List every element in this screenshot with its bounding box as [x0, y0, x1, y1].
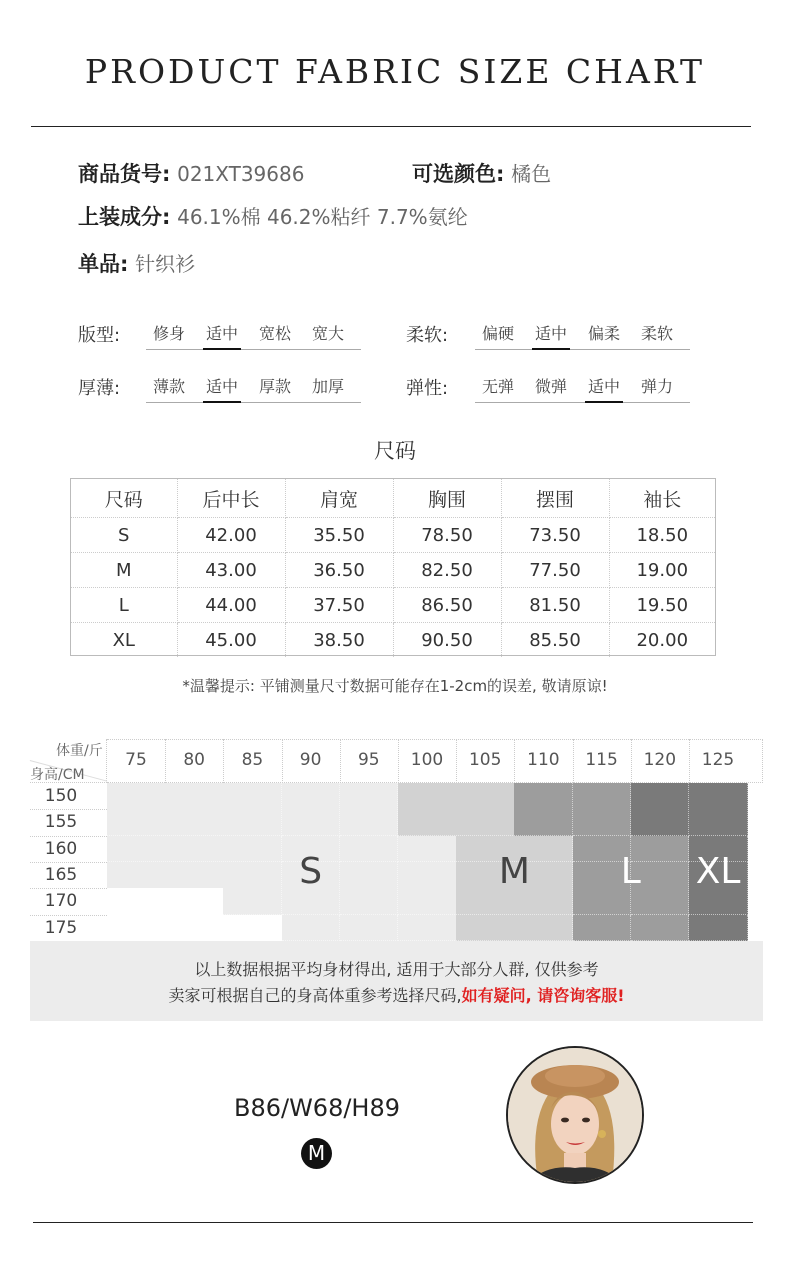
size-zone-cell: [573, 783, 632, 810]
weight-label: 110: [527, 750, 560, 770]
weight-header-divider: [398, 739, 399, 783]
weight-label: 90: [299, 750, 322, 770]
fit-option: 宽大: [311, 324, 344, 343]
size-table-row: [71, 623, 715, 658]
fit-selected-marker: [203, 348, 241, 350]
elasticity-option: 微弹: [534, 377, 567, 396]
size-table-cell: 77.50: [501, 553, 609, 588]
model-measurements: B86/W68/H89: [233, 1094, 401, 1122]
size-zone-cell: [107, 809, 166, 836]
sku-label: 商品货号:: [78, 162, 171, 186]
message-box: [30, 941, 763, 1021]
size-table-cell: 45.00: [177, 623, 285, 658]
height-label: 175: [44, 917, 78, 938]
size-zone-cell: [165, 888, 224, 915]
size-table-cell: XL: [71, 623, 177, 658]
size-table-cell: 44.00: [177, 588, 285, 623]
size-table-cell: 86.50: [393, 588, 501, 623]
message-line-1: 以上数据根据平均身材得出, 适用于大部分人群, 仅供参考: [194, 960, 599, 979]
size-zone-cell: [398, 888, 457, 915]
thickness-option: 适中: [205, 377, 238, 396]
size-zone-cell: [340, 783, 399, 810]
size-zone-cell: [514, 915, 573, 942]
size-table-header-cell: 后中长: [177, 479, 285, 518]
size-zone-cell: [689, 809, 748, 836]
size-table-cell: 43.00: [177, 553, 285, 588]
size-table-row: [71, 553, 715, 588]
size-zone-cell: [398, 783, 457, 810]
elasticity-option: 无弹: [481, 377, 514, 396]
weight-header-divider: [456, 739, 457, 783]
softness-option: 柔软: [640, 324, 673, 343]
size-zone-cell: [340, 809, 399, 836]
item-row: [78, 248, 195, 278]
size-table-cell: M: [71, 553, 177, 588]
fabric-value: 46.1%棉 46.2%粘纤 7.7%氨纶: [177, 205, 468, 229]
thickness-label: 厚薄:: [78, 378, 121, 399]
weight-header-divider: [514, 739, 515, 783]
color-value: 橘色: [511, 162, 552, 186]
size-table-cell: 19.00: [609, 553, 715, 588]
weight-label: 100: [410, 750, 444, 770]
weight-header-divider: [340, 739, 341, 783]
message-line-2: [30, 983, 763, 1006]
size-table-cell: 81.50: [501, 588, 609, 623]
weight-header-divider: [689, 739, 690, 783]
size-table-cell: 38.50: [285, 623, 393, 658]
size-zone-cell: [631, 915, 690, 942]
size-table-cell: 19.50: [609, 588, 715, 623]
sku-row: [78, 158, 304, 188]
size-table-row: [71, 588, 715, 623]
size-table-cell: 20.00: [636, 629, 689, 651]
weight-header-divider: [165, 739, 166, 783]
size-zone-label-m: M: [498, 851, 530, 893]
height-label: 155: [44, 812, 78, 833]
weight-axis-label: 体重/斤: [56, 743, 103, 759]
size-table-cell: S: [71, 518, 177, 553]
fabric-label: 上装成分:: [78, 205, 171, 229]
title-divider: [31, 126, 751, 127]
height-label: 165: [44, 864, 78, 885]
size-zone-cell: [107, 836, 166, 863]
size-zone-label-xl: XL: [695, 851, 741, 893]
softness-label: 柔软:: [406, 325, 449, 346]
size-zone-cell: [631, 809, 690, 836]
weight-header-divider: [223, 739, 224, 783]
size-zone-cell: [165, 809, 224, 836]
size-table-cell: 18.50: [609, 518, 715, 553]
thickness-selected-marker: [203, 401, 241, 403]
model-portrait-illustration: [508, 1048, 642, 1182]
size-zone-cell: [165, 915, 224, 942]
size-zone-cell: [107, 915, 166, 942]
thickness-option: 加厚: [311, 377, 344, 396]
sku-value: 021XT39686: [177, 162, 305, 186]
size-zone-cell: [282, 809, 341, 836]
height-label-divider: [30, 888, 107, 889]
elasticity-option: 适中: [587, 377, 620, 396]
fit-option: 修身: [152, 324, 185, 343]
elasticity-selected-marker: [585, 401, 623, 403]
size-zone-cell: [223, 809, 282, 836]
size-zone-cell: [223, 783, 282, 810]
fit-option: 宽松: [258, 324, 291, 343]
softness-baseline: [475, 349, 690, 350]
size-table-row: [71, 518, 715, 553]
height-label-divider: [30, 862, 107, 863]
size-table-cell: 42.00: [177, 518, 285, 553]
color-row: [412, 158, 551, 188]
size-zone-cell: [107, 862, 166, 889]
size-zone-cell: [165, 836, 224, 863]
size-zone-cell: [573, 915, 632, 942]
size-zone-cell: [514, 809, 573, 836]
weight-label: 95: [357, 750, 380, 770]
size-table-header: [71, 479, 715, 518]
fit-label: 版型:: [78, 325, 121, 346]
weight-header-divider: [282, 739, 283, 783]
size-zone-label-s: S: [299, 851, 323, 893]
thickness-baseline: [146, 402, 361, 403]
weight-header-row: [107, 739, 763, 783]
size-zone-cell: [223, 915, 282, 942]
size-table-header-cell: 胸围: [393, 479, 501, 518]
size-table-cell: 37.50: [285, 588, 393, 623]
height-label: 170: [44, 891, 78, 912]
softness-selected-marker: [532, 348, 570, 350]
weight-label: 85: [241, 750, 264, 770]
size-zone-cell: [107, 783, 166, 810]
size-zone-cell: [631, 783, 690, 810]
size-table-cell: 85.50: [501, 623, 609, 658]
size-zone-cell: [398, 809, 457, 836]
size-zone-cell: [689, 783, 748, 810]
elasticity-label: 弹性:: [406, 378, 449, 399]
size-zone-cell: [456, 809, 515, 836]
weight-label: 80: [183, 750, 205, 770]
size-table-header-cell: 肩宽: [285, 479, 393, 518]
size-table-cell: 36.50: [285, 553, 393, 588]
elasticity-option: 弹力: [640, 377, 673, 396]
item-value: 针织衫: [135, 252, 196, 276]
size-table-header-cell: 袖长: [609, 479, 715, 518]
weight-label: 125: [701, 750, 735, 770]
item-label: 单品:: [78, 252, 129, 276]
size-zone-cell: [282, 915, 341, 942]
size-zone-cell: [107, 888, 166, 915]
size-zone-cell: [340, 915, 399, 942]
size-table-frame: [70, 478, 716, 656]
height-axis-label: 身高/CM: [30, 767, 85, 783]
message-contact-text: 如有疑问, 请咨询客服!: [461, 986, 625, 1005]
softness-option: 偏硬: [481, 324, 514, 343]
size-table-cell: 82.50: [393, 553, 501, 588]
size-zone-cell: [165, 783, 224, 810]
size-zone-cell: [398, 836, 457, 863]
weight-header-divider: [573, 739, 574, 783]
weight-label: 75: [125, 750, 147, 770]
size-zone-cell: [398, 862, 457, 889]
size-section-title: 尺码: [374, 439, 416, 463]
size-table-header-cell: 摆围: [501, 479, 609, 518]
weight-header-divider: [631, 739, 632, 783]
thickness-option: 薄款: [152, 377, 185, 396]
size-table-header-cell: 尺码: [71, 479, 177, 518]
thickness-option: 厚款: [258, 377, 291, 396]
softness-option: 适中: [534, 324, 567, 343]
weight-label: 120: [643, 750, 677, 770]
height-label: 160: [44, 838, 78, 859]
size-table-cell: L: [71, 588, 177, 623]
size-zone-cell: [456, 783, 515, 810]
size-table-cell: 90.50: [393, 623, 501, 658]
softness-option: 偏柔: [587, 324, 620, 343]
height-label-divider: [30, 809, 107, 810]
fabric-row: [78, 201, 468, 231]
color-label: 可选颜色:: [412, 162, 505, 186]
page-title: PRODUCT FABRIC SIZE CHART: [84, 52, 706, 91]
size-zone-label-l: L: [620, 851, 641, 893]
size-table: [71, 479, 715, 657]
size-table-cell: 35.50: [285, 518, 393, 553]
model-avatar: [506, 1046, 644, 1184]
size-zone-cell: [514, 783, 573, 810]
weight-label: 105: [468, 750, 502, 770]
size-zone-cell: [282, 783, 341, 810]
size-zone-cell: [573, 809, 632, 836]
message-line-2-text: 卖家可根据自己的身高体重参考选择尺码,: [168, 986, 462, 1005]
fit-baseline: [146, 349, 361, 350]
elasticity-baseline: [475, 402, 690, 403]
size-table-cell: 78.50: [393, 518, 501, 553]
size-zone-cell: [398, 915, 457, 942]
height-label-divider: [30, 915, 107, 916]
measurement-note: *温馨提示: 平铺测量尺寸数据可能存在1-2cm的误差, 敬请原谅!: [182, 677, 608, 695]
height-label: 150: [44, 786, 78, 806]
fit-option: 适中: [205, 324, 238, 343]
model-size-badge: M: [301, 1138, 332, 1169]
height-label-divider: [30, 836, 107, 837]
weight-label: 115: [585, 750, 618, 770]
size-zone-cell: [689, 915, 748, 942]
size-table-cell: 73.50: [501, 518, 609, 553]
bottom-divider: [33, 1222, 753, 1223]
size-zone-cell: [456, 915, 515, 942]
size-zone-cell: [165, 862, 224, 889]
